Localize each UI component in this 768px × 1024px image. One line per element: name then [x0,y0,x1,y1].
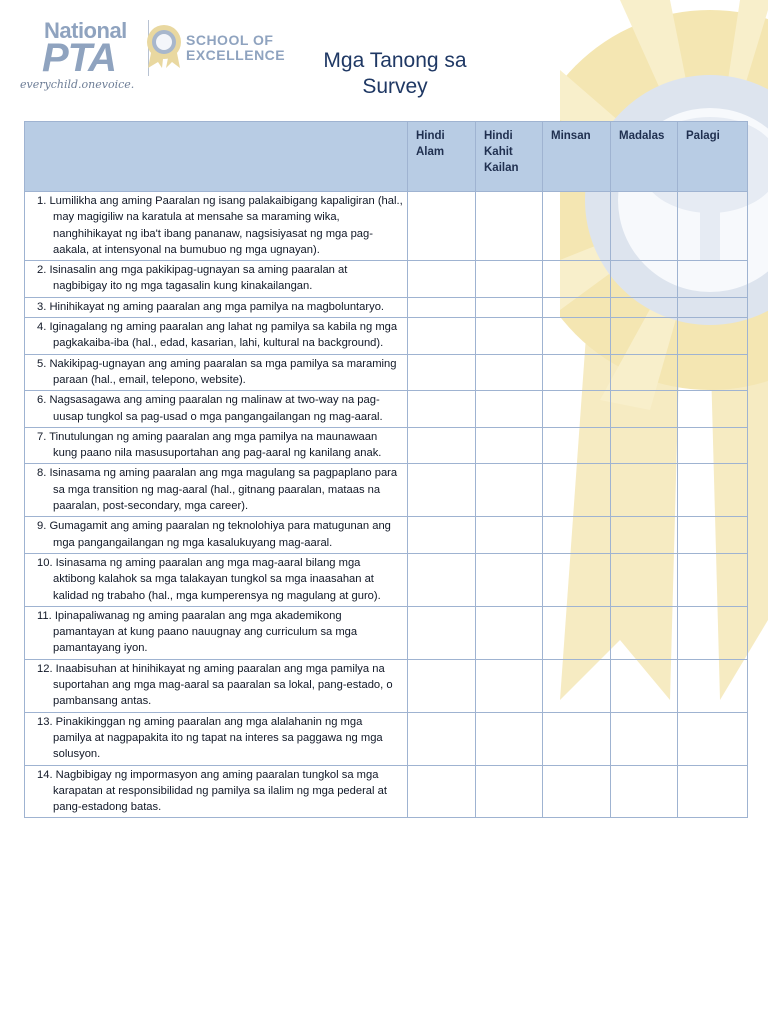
page-title-line-1: Mga Tanong sa [323,49,467,72]
answer-cell-palagi[interactable] [678,553,748,606]
question-cell [25,261,408,298]
question-text: 1. Lumilikha ang aming Paaralan ng isang palakaibigang kapaligiran (hal., may magigiliw na karatula at mensahe sa maraming wika, nanghihikayat ng iba't ibang pananaw, nagsisiyasat ng mga pag-aakala, at intensyonal na bumubuo ng mga ugnayan). [37,195,403,256]
table-row [25,354,748,391]
answer-cell-hindi-kahit-kailan[interactable] [476,297,543,317]
table-row [25,391,748,428]
page-title [310,48,480,100]
logo-pta-text: PTA [42,36,117,80]
answer-cell-minsan[interactable] [543,261,611,298]
answer-cell-madalas[interactable] [611,318,678,355]
answer-cell-hindi-alam[interactable] [408,391,476,428]
answer-cell-madalas[interactable] [611,712,678,765]
answer-cell-minsan[interactable] [543,192,611,261]
answer-cell-madalas[interactable] [611,464,678,517]
answer-cell-minsan[interactable] [543,427,611,464]
answer-cell-madalas[interactable] [611,517,678,554]
answer-cell-minsan[interactable] [543,553,611,606]
logo-national-text: National [44,18,127,43]
school-of-excellence-seal-icon [144,24,184,68]
answer-cell-minsan[interactable] [543,318,611,355]
answer-cell-hindi-alam[interactable] [408,261,476,298]
answer-cell-minsan[interactable] [543,765,611,818]
table-row [25,517,748,554]
table-row [25,297,748,317]
survey-body [25,192,748,818]
answer-cell-minsan[interactable] [543,517,611,554]
header-hindi-alam: Hindi Alam [408,122,476,192]
answer-cell-hindi-alam[interactable] [408,318,476,355]
answer-cell-madalas[interactable] [611,659,678,712]
answer-cell-hindi-alam[interactable] [408,712,476,765]
answer-cell-hindi-kahit-kailan[interactable] [476,192,543,261]
answer-cell-minsan[interactable] [543,391,611,428]
answer-cell-hindi-kahit-kailan[interactable] [476,427,543,464]
answer-cell-palagi[interactable] [678,318,748,355]
table-row [25,192,748,261]
table-row [25,553,748,606]
answer-cell-madalas[interactable] [611,427,678,464]
answer-cell-hindi-kahit-kailan[interactable] [476,261,543,298]
question-cell [25,192,408,261]
table-row [25,712,748,765]
answer-cell-hindi-kahit-kailan[interactable] [476,765,543,818]
answer-cell-palagi[interactable] [678,354,748,391]
logo-tagline: everychild.onevoice. [20,78,135,91]
answer-cell-madalas[interactable] [611,553,678,606]
answer-cell-palagi[interactable] [678,391,748,428]
answer-cell-hindi-alam[interactable] [408,297,476,317]
question-text: 11. Ipinapaliwanag ng aming paaralan ang mga akademikong pamantayan at kung paano nauugnay ang curriculum sa mga pamantayang iyon. [37,609,358,655]
answer-cell-minsan[interactable] [543,354,611,391]
question-cell [25,318,408,355]
question-text: 13. Pinakikinggan ng aming paaralan ang mga alalahanin ng mga pamilya at nagpapakita ito ng tapat na interes sa paggawa ng mga solusyon. [37,715,383,761]
answer-cell-palagi[interactable] [678,297,748,317]
header-hindi-kahit-kailan: Hindi Kahit Kailan [476,122,543,192]
answer-cell-madalas[interactable] [611,261,678,298]
question-text: 6. Nagsasagawa ang aming paaralan ng malinaw at two-way na pag-uusap tungkol sa pag-usad o mga pangangailangan ng mag-aaral. [37,394,383,423]
question-text: 9. Gumagamit ang aming paaralan ng teknolohiya para matugunan ang mga pangangailangan ng mga kasalukuyang mag-aaral. [37,520,391,549]
table-row [25,464,748,517]
question-text: 3. Hinihikayat ng aming paaralan ang mga pamilya na magboluntaryo. [37,300,385,313]
table-row [25,606,748,659]
question-text: 8. Isinasama ng aming paaralan ang mga magulang sa pagpaplano para sa mga transition ng mag-aaral (hal., gitnang paaralan, mataas na paaralan, post-secondary, mga career). [37,467,398,513]
answer-cell-hindi-kahit-kailan[interactable] [476,517,543,554]
question-text: 5. Nakikipag-ugnayan ang aming paaralan sa mga pamilya sa maraming paraan (hal., email, telepono, website). [37,357,397,386]
question-text: 7. Tinutulungan ng aming paaralan ang mga pamilya na maunawaan kung paano nila masusuportahan ang pag-aaral ng kanilang anak. [37,430,382,460]
question-cell [25,659,408,712]
question-cell [25,391,408,428]
answer-cell-madalas[interactable] [611,765,678,818]
question-cell [25,553,408,606]
answer-cell-palagi[interactable] [678,606,748,659]
question-cell [25,765,408,818]
answer-cell-minsan[interactable] [543,464,611,517]
answer-cell-palagi[interactable] [678,712,748,765]
answer-cell-hindi-kahit-kailan[interactable] [476,712,543,765]
answer-cell-madalas[interactable] [611,354,678,391]
answer-cell-hindi-kahit-kailan[interactable] [476,464,543,517]
answer-cell-hindi-kahit-kailan[interactable] [476,354,543,391]
answer-cell-madalas[interactable] [611,192,678,261]
answer-cell-minsan[interactable] [543,659,611,712]
answer-cell-palagi[interactable] [678,765,748,818]
page-title-line-2: Survey [362,75,428,98]
answer-cell-minsan[interactable] [543,297,611,317]
answer-cell-hindi-alam[interactable] [408,606,476,659]
answer-cell-hindi-alam[interactable] [408,427,476,464]
question-cell [25,712,408,765]
answer-cell-palagi[interactable] [678,261,748,298]
table-row [25,318,748,355]
answer-cell-hindi-alam[interactable] [408,659,476,712]
answer-cell-hindi-alam[interactable] [408,464,476,517]
question-cell [25,606,408,659]
question-text: 12. Inaabisuhan at hinihikayat ng aming paaralan ang mga pamilya na suportahan ang mga mag-aaral sa paaralan sa lokal, pang-estado, o pambansang antas. [37,662,393,708]
question-text: 14. Nagbibigay ng impormasyon ang aming paaralan tungkol sa mga karapatan at responsibilidad ng pamilya sa ilalim ng mga pederal at pang-estadong batas. [37,768,387,814]
answer-cell-hindi-kahit-kailan[interactable] [476,318,543,355]
header-madalas: Madalas [611,122,678,192]
table-row [25,261,748,298]
question-cell [25,517,408,554]
answer-cell-palagi[interactable] [678,427,748,464]
header-minsan: Minsan [543,122,611,192]
survey-header-row [25,122,748,192]
national-pta-logo [20,18,300,98]
question-cell [25,354,408,391]
answer-cell-hindi-alam[interactable] [408,192,476,261]
question-cell [25,464,408,517]
logo-school-of: SCHOOL OF [186,32,274,48]
header-question [25,122,408,192]
answer-cell-hindi-alam[interactable] [408,354,476,391]
question-text: 10. Isinasama ng aming paaralan ang mga mag-aaral bilang mga aktibong kalahok sa mga talakayan tungkol sa mga inaasahan at kalidad ng trabaho (hal., mga kumperensya ng magulang at guro). [37,556,381,602]
answer-cell-madalas[interactable] [611,606,678,659]
question-cell [25,427,408,464]
table-row [25,765,748,818]
answer-cell-palagi[interactable] [678,464,748,517]
survey-table [24,121,748,818]
table-row [25,659,748,712]
answer-cell-hindi-alam[interactable] [408,517,476,554]
answer-cell-palagi[interactable] [678,517,748,554]
answer-cell-hindi-kahit-kailan[interactable] [476,391,543,428]
logo-excellence: EXCELLENCE [186,47,286,63]
answer-cell-madalas[interactable] [611,297,678,317]
answer-cell-hindi-alam[interactable] [408,553,476,606]
answer-cell-palagi[interactable] [678,192,748,261]
table-row [25,427,748,464]
answer-cell-minsan[interactable] [543,712,611,765]
answer-cell-madalas[interactable] [611,391,678,428]
question-text: 2. Isinasalin ang mga pakikipag-ugnayan sa aming paaralan at nagbibigay ito ng mga tagasalin kung kinakailangan. [37,264,348,293]
answer-cell-hindi-kahit-kailan[interactable] [476,659,543,712]
answer-cell-hindi-kahit-kailan[interactable] [476,553,543,606]
question-cell [25,297,408,317]
question-text: 4. Iginagalang ng aming paaralan ang lahat ng pamilya sa kabila ng mga pagkakaiba-iba (hal., edad, kasarian, lahi, kultural na background). [37,321,398,350]
answer-cell-hindi-alam[interactable] [408,765,476,818]
answer-cell-minsan[interactable] [543,606,611,659]
answer-cell-palagi[interactable] [678,659,748,712]
header-palagi: Palagi [678,122,748,192]
answer-cell-hindi-kahit-kailan[interactable] [476,606,543,659]
